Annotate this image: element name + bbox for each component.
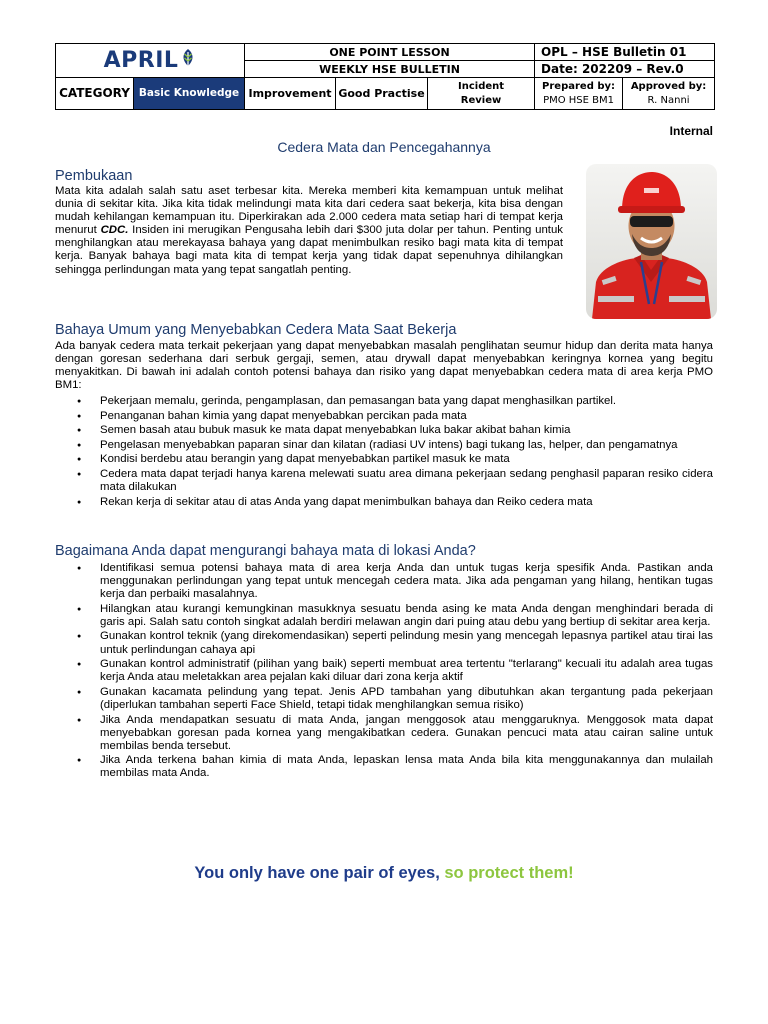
- prepared-by-label: Prepared by:: [542, 80, 616, 92]
- logo-cell: [56, 44, 245, 78]
- category-incident-review: [428, 78, 535, 110]
- category-incident: Incident: [458, 80, 505, 92]
- category-improvement: Improvement: [245, 78, 336, 110]
- prepared-by: [535, 78, 623, 110]
- hazards-intro: Ada banyak cedera mata terkait pekerjaan yang dapat menyebabkan masalah penglihatan seumur hidup dan derita mata hanya dengan goresan sederhana dari serbuk gergaji, semen, atau drywall dapat menyebabkan keringnya kornea yang begitu menyakitkan. Di bawah ini adalah contoh potensi bahaya dan risiko yang dapat menyebabkan cedera mata di area kerja PMO BM1:: [55, 340, 713, 392]
- logo-text: APRIL: [103, 48, 179, 73]
- opl-id: OPL – HSE Bulletin 01: [535, 44, 715, 61]
- list-item: ● Pekerjaan memalu, gerinda, pengamplasan, dan pemasangan bata yang dapat menghasilkan partikel.: [75, 395, 713, 408]
- intro-text-1: Mata kita adalah salah satu aset terbesar kita. Mereka memberi kita kemampuan untuk melihat dunia di sekitar kita. Jika kita tidak melindungi mata kita dari cedera saat bekerja, kita bisa dengan mudah kehilangan kemampuan itu. Diperkirakan ada 2.000 cedera mata setiap hari di tempat kerja menurut: [55, 185, 563, 237]
- list-item: ● Gunakan kontrol teknik (yang direkomendasikan) seperti pelindung mesin yang mencegah lepasnya partikel atau tirai las untuk perlindungan cahaya api: [75, 630, 713, 656]
- intro-text-2: Insiden ini merugikan Pengusaha lebih dari $300 juta dolar per tahun. Penting untuk menghilangkan atau merekayasa bahaya yang dapat menimbulkan resiko bagi mata kita di tempat kerja. Banyak bahaya bagi mata kita di tempat kerja yang tidak dapat sepenuhnya dihilangkan sehingga perlindungan mata yang tepat sangatlah penting.: [55, 224, 564, 276]
- slogan: [0, 864, 768, 883]
- prepared-by-value: PMO HSE BM1: [543, 94, 615, 106]
- list-item: ● Jika Anda mendapatkan sesuatu di mata Anda, jangan menggosok atau menggaruknya. Menggosok mata dapat menyebabkan goresan pada kornea yang mengakibatkan cedera. Gunakan pencuci mata atau cairan saline untuk membilas benda tersebut.: [75, 714, 713, 753]
- april-logo: [56, 44, 244, 77]
- list-item: ● Rekan kerja di sekitar atau di atas Anda yang dapat menimbulkan bahaya dan Reiko cedera mata: [75, 496, 713, 509]
- list-item: ● Gunakan kontrol administratif (pilihan yang baik) seperti membuat area tertentu "terlarang" kecuali itu adalah area tugas kerja Anda atau meletakkan area pejalan kaki diluar dari zona kerja aktif: [75, 658, 713, 684]
- intro-heading: Pembukaan: [55, 168, 133, 184]
- approved-by: [623, 78, 715, 110]
- date-rev: Date: 202209 – Rev.0: [535, 61, 715, 78]
- header-table: [55, 43, 715, 110]
- intro-paragraph: [55, 185, 563, 277]
- slogan-part-1: You only have one pair of eyes,: [194, 864, 445, 882]
- approved-by-label: Approved by:: [630, 80, 707, 92]
- hazards-list: [75, 395, 713, 510]
- lesson-title: ONE POINT LESSON: [245, 44, 535, 61]
- list-item: ● Penanganan bahan kimia yang dapat menyebabkan percikan pada mata: [75, 410, 713, 423]
- list-item: ● Identifikasi semua potensi bahaya mata di area kerja Anda dan untuk tugas kerja spesifik Anda. Pastikan anda menggunakan perlindungan yang tepat untuk mencegah cedera mata. Jika ada pengaman yang hilang, hentikan tugas kerja dan perbaiki masalahnya.: [75, 562, 713, 601]
- list-item: ● Semen basah atau bubuk masuk ke mata dapat menyebabkan luka bakar akibat bahan kimia: [75, 424, 713, 437]
- list-item: ● Gunakan kacamata pelindung yang tepat. Jenis APD tambahan yang dibutuhkan akan tergantung pada pekerjaan (diperlukan tambahan seperti Face Shield, tetapi tidak menghilangkan semua risiko): [75, 686, 713, 712]
- list-item: ● Kondisi berdebu atau berangin yang dapat menyebabkan partikel masuk ke mata: [75, 453, 713, 466]
- worker-illustration: [586, 164, 717, 319]
- worker-photo: [586, 164, 717, 319]
- list-item: ● Pengelasan menyebabkan paparan sinar dan kilatan (radiasi UV intens) bagi tukang las, helper, dan pengamatnya: [75, 439, 713, 452]
- page-title: Cedera Mata dan Pencegahannya: [277, 139, 491, 155]
- cdc-reference: CDC.: [100, 224, 129, 237]
- bulletin-title: WEEKLY HSE BULLETIN: [245, 61, 535, 78]
- hazards-heading: Bahaya Umum yang Menyebabkan Cedera Mata Saat Bekerja: [55, 322, 457, 338]
- prevention-list: [75, 562, 713, 782]
- slogan-part-2: so protect them!: [444, 864, 574, 882]
- prevention-heading: Bagaimana Anda dapat mengurangi bahaya mata di lokasi Anda?: [55, 543, 476, 559]
- category-good-practise: Good Practise: [336, 78, 428, 110]
- list-item: ● Cedera mata dapat terjadi hanya karena melewati suatu area dimana pekerjaan sedang penghasil paparan resiko cidera mata dilakukan: [75, 468, 713, 494]
- category-review: Review: [460, 94, 502, 106]
- category-basic-knowledge: Basic Knowledge: [134, 78, 245, 110]
- classification-label: Internal: [669, 124, 713, 138]
- category-label: CATEGORY: [56, 78, 134, 110]
- approved-by-value: R. Nanni: [647, 94, 690, 106]
- list-item: ● Hilangkan atau kurangi kemungkinan masukknya sesuatu benda asing ke mata Anda dengan menghindari berada di garis api. Salah satu contoh singkat adalah berdiri melawan angin dari puing atau debu yang bertiup di sekitar area kerja.: [75, 603, 713, 629]
- leaf-icon: [180, 48, 196, 68]
- list-item: ● Jika Anda terkena bahan kimia di mata Anda, lepaskan lensa mata Anda bila kita menggunakannya dan mulailah membilas mata Anda.: [75, 754, 713, 780]
